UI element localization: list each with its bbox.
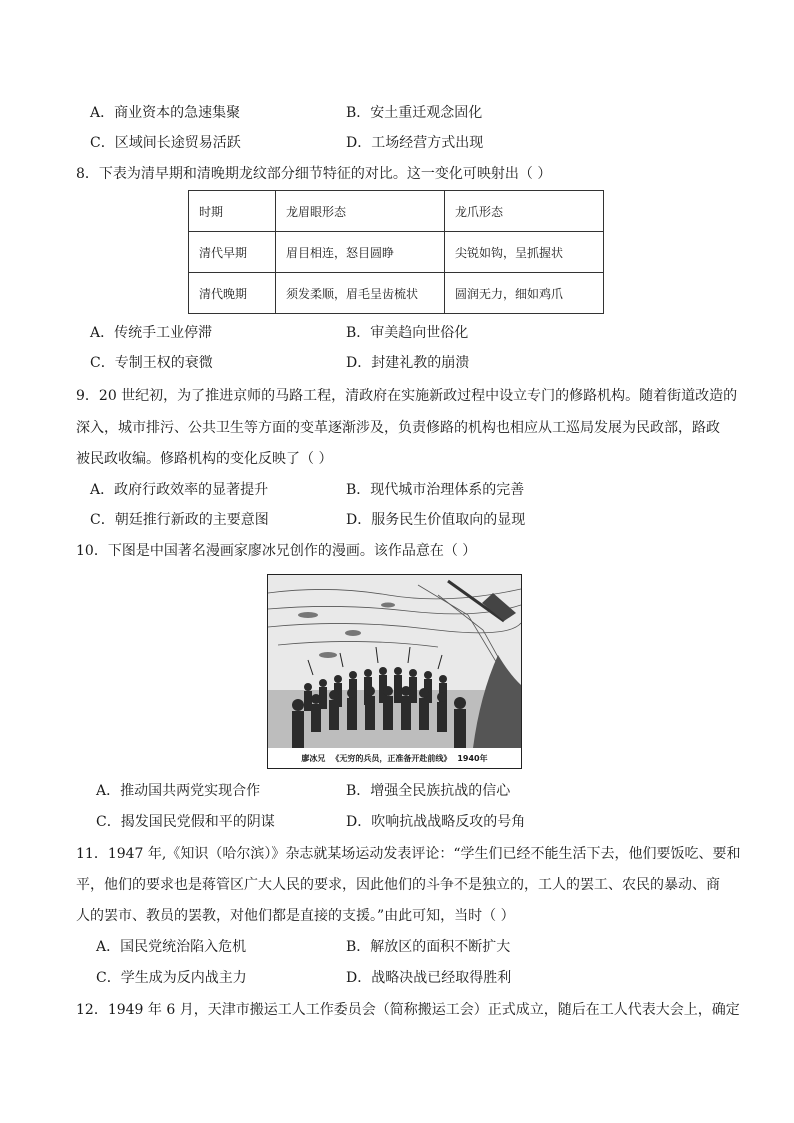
- table-cell: 圆润无力，细如鸡爪: [445, 273, 604, 314]
- q9-stem-line: 深入，城市排污、公共卫生等方面的变革逐渐涉及，负责修路的机构也相应从工巡局发展为民政部，路政: [76, 420, 720, 436]
- q10-option-b: B．增强全民族抗战的信心: [346, 783, 511, 799]
- q9-option-d: D．服务民生价值取向的显现: [346, 512, 526, 528]
- q11-option-a: A．国民党统治陷入危机: [96, 939, 247, 955]
- q11-option-b: B．解放区的面积不断扩大: [346, 939, 511, 955]
- q7-option-b: B．安土重迁观念固化: [346, 105, 483, 121]
- table-row: [189, 232, 604, 273]
- q9-stem-line: 被民政收编。修路机构的变化反映了（ ）: [76, 451, 333, 467]
- q10-option-a: A．推动国共两党实现合作: [96, 783, 261, 799]
- q11-stem-line: 人的罢市、教员的罢教，对他们都是直接的支援。”由此可知，当时（ ）: [76, 908, 515, 924]
- cartoon-image: [267, 574, 522, 769]
- cartoon-caption: [268, 748, 521, 768]
- q8-option-a: A．传统手工业停滞: [90, 325, 213, 341]
- q7-option-a: A．商业资本的急速集聚: [90, 105, 241, 121]
- table-header-cell: 龙眉眼形态: [276, 191, 445, 232]
- q8-stem: 8．下表为清早期和清晚期龙纹部分细节特征的对比。这一变化可映射出（ ）: [76, 166, 552, 182]
- table-cell: 清代早期: [189, 232, 276, 273]
- caption-title: 《无穷的兵员，正准备开赴前线》: [331, 753, 452, 763]
- q11-stem-line: 平，他们的要求也是蒋管区广大人民的要求，因此他们的斗争不是独立的，工人的罢工、农民的暴动、商: [76, 877, 720, 893]
- q8-option-b: B．审美趋向世俗化: [346, 325, 469, 341]
- q10-option-c: C．揭发国民党假和平的阴谋: [96, 814, 275, 830]
- table-header-cell: 龙爪形态: [445, 191, 604, 232]
- q9-option-a: A．政府行政效率的显著提升: [90, 482, 269, 498]
- q7-option-c: C．区域间长途贸易活跃: [90, 135, 241, 151]
- q10-option-d: D．吹响抗战战略反攻的号角: [346, 814, 526, 830]
- table-cell: 尖锐如钩，呈抓握状: [445, 232, 604, 273]
- q11-option-d: D．战略决战已经取得胜利: [346, 970, 512, 986]
- q9-option-c: C．朝廷推行新政的主要意图: [90, 512, 269, 528]
- table-row: [189, 273, 604, 314]
- cartoon-illustration: [268, 575, 521, 748]
- table-header-cell: 时期: [189, 191, 276, 232]
- caption-author: 廖冰兄: [301, 753, 326, 763]
- table-cell: 清代晚期: [189, 273, 276, 314]
- q12-stem: 12．1949 年 6 月，天津市搬运工人工作委员会（简称搬运工会）正式成立，随后在工人代表大会上，确定: [76, 1002, 740, 1018]
- table-cell: 眉目相连，怒目圆睁: [276, 232, 445, 273]
- q9-stem-line: 9．20 世纪初，为了推进京师的马路工程，清政府在实施新政过程中设立专门的修路机构。随着街道改造的: [76, 388, 738, 404]
- q9-option-b: B．现代城市治理体系的完善: [346, 482, 525, 498]
- q10-stem: 10．下图是中国著名漫画家廖冰兄创作的漫画。该作品意在（ ）: [76, 543, 477, 559]
- q8-option-d: D．封建礼教的崩溃: [346, 355, 470, 371]
- q8-option-c: C．专制王权的衰微: [90, 355, 213, 371]
- caption-year: 1940年: [457, 753, 488, 763]
- dragon-pattern-table: [188, 190, 604, 314]
- q11-option-c: C．学生成为反内战主力: [96, 970, 247, 986]
- table-cell: 须发柔顺，眉毛呈齿梳状: [276, 273, 445, 314]
- q7-option-d: D．工场经营方式出现: [346, 135, 484, 151]
- table-header-row: [189, 191, 604, 232]
- q11-stem-line: 11．1947 年,《知识（哈尔滨）》杂志就某场运动发表评论：“学生们已经不能生活下去，他们要饭吃、要和: [76, 846, 741, 862]
